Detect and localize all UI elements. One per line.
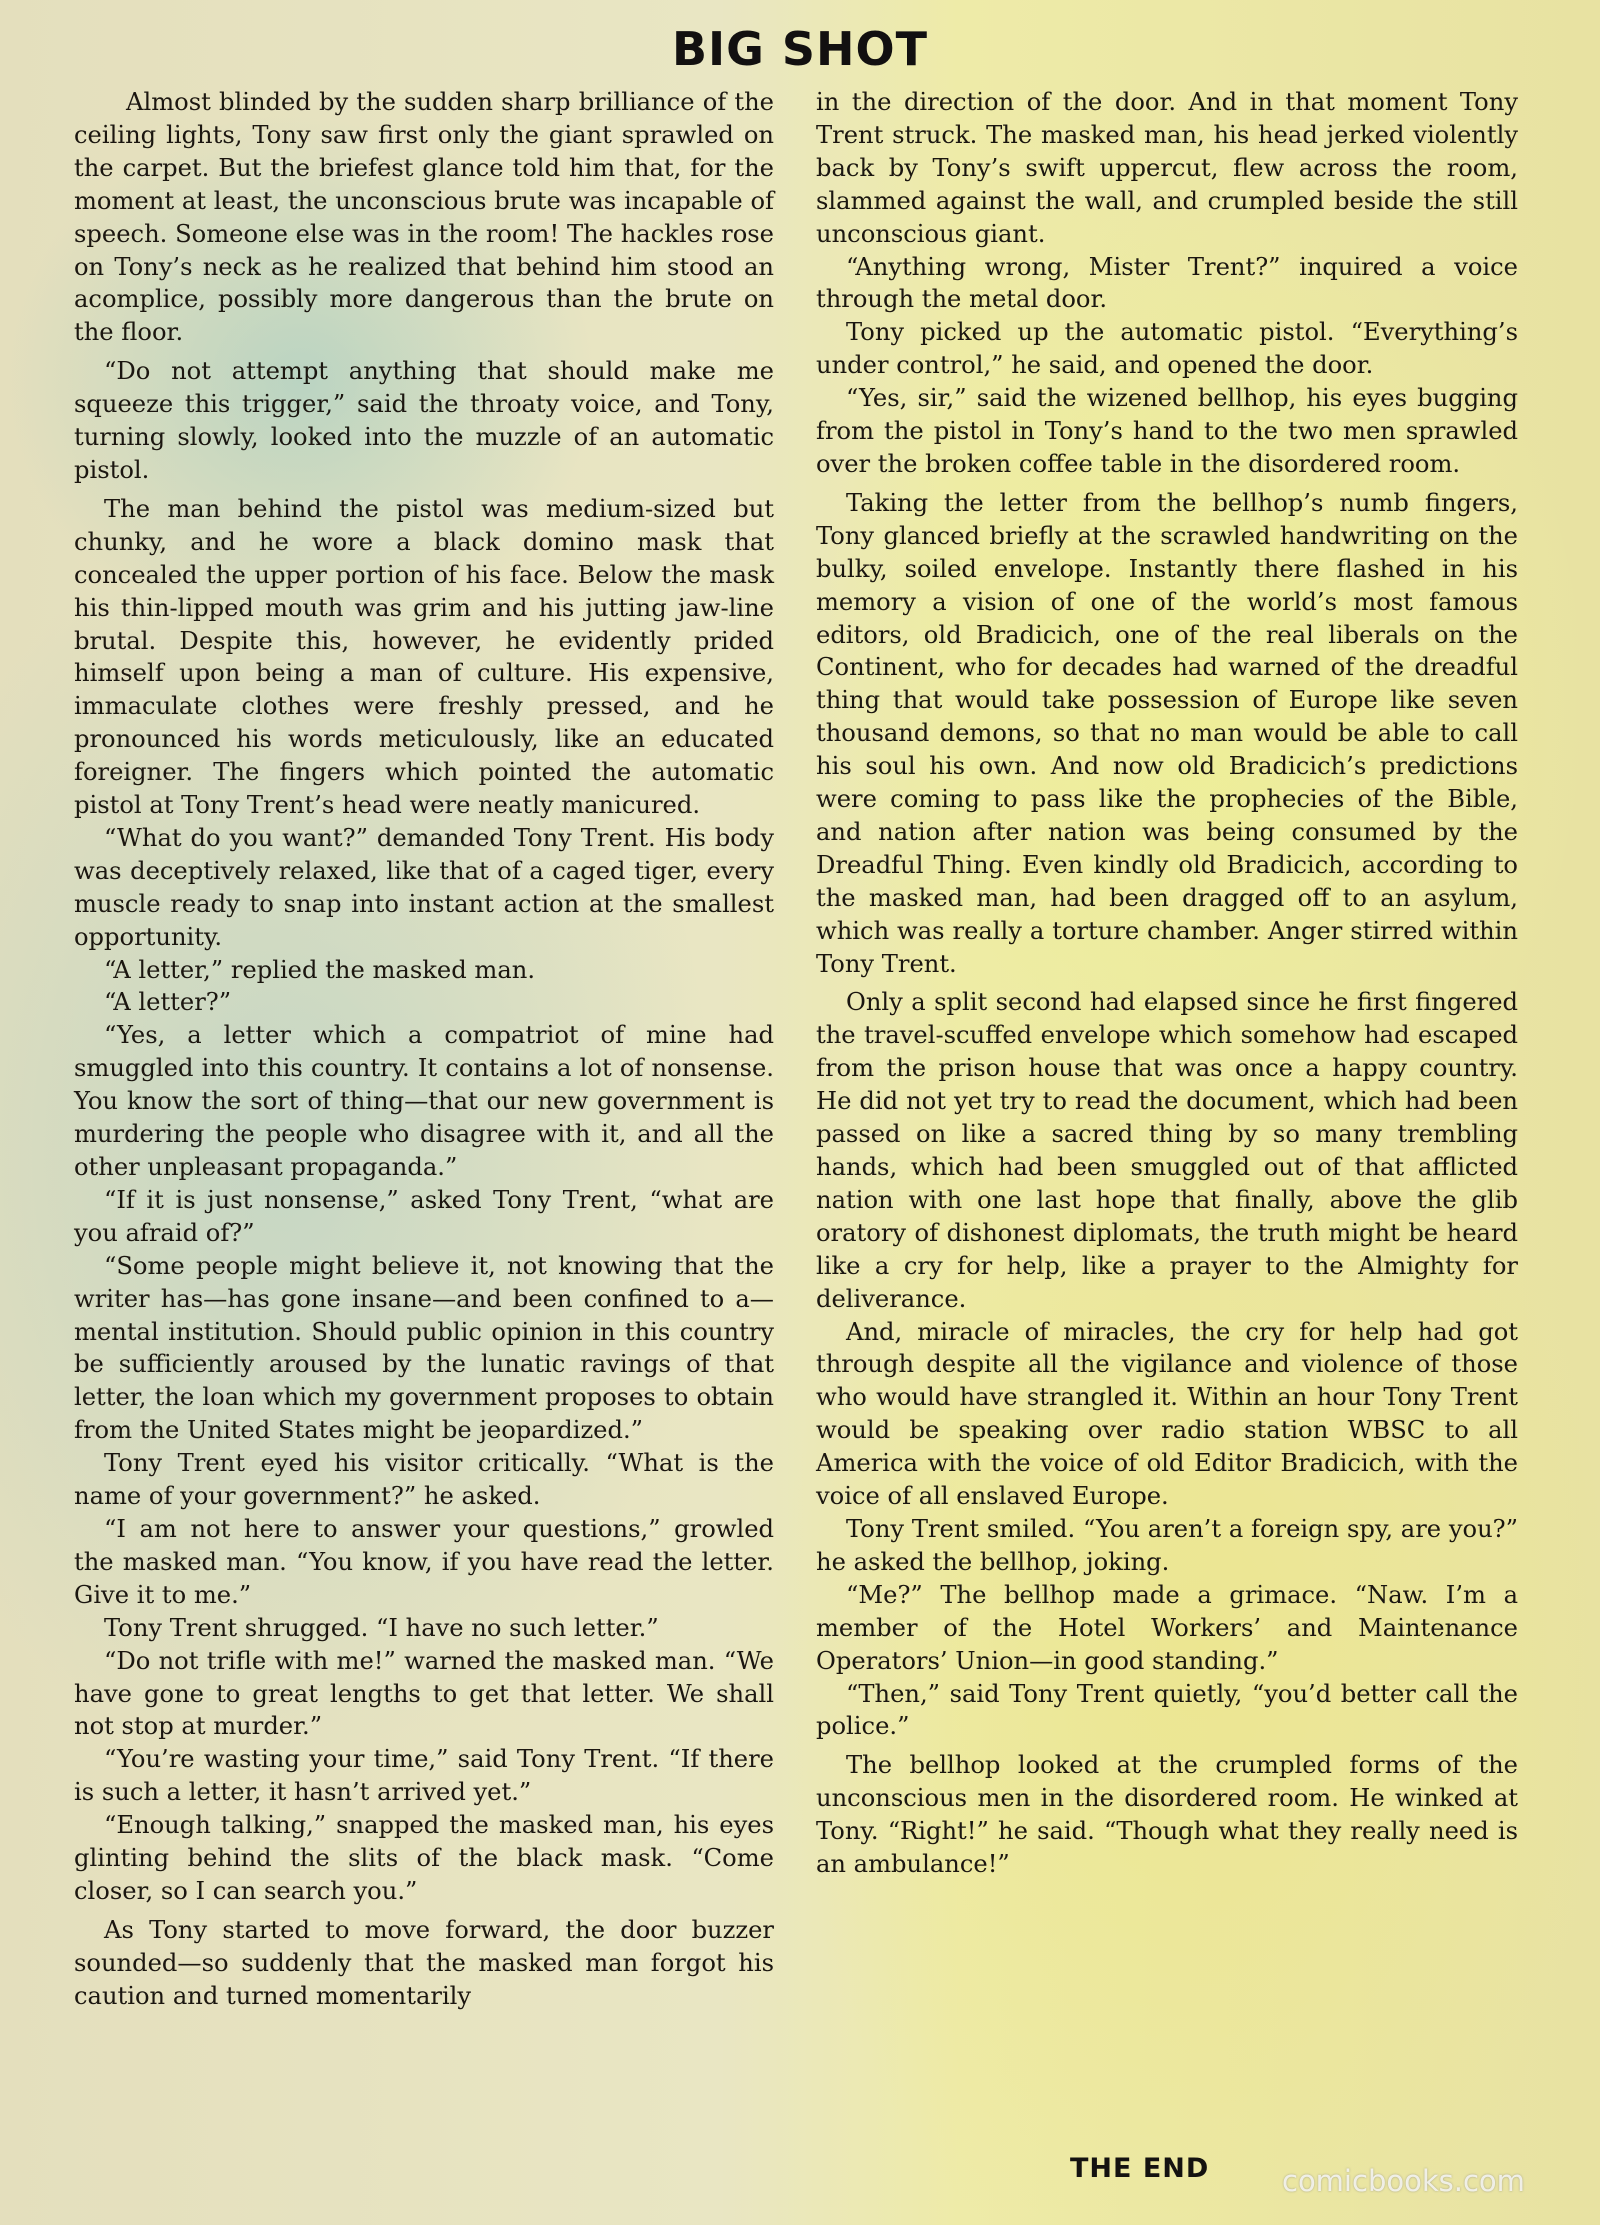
paragraph: “You’re wasting your time,” said Tony Trent. “If there is such a letter, it hasn’t arrived yet.”: [74, 1745, 774, 1807]
paragraph: in the direction of the door. And in that moment Tony Trent struck. The masked man, his head jerked violently back by Tony’s swift uppercut, flew across the room, slammed against the wall, and crumpled beside the still unconscious giant.: [816, 88, 1518, 248]
paragraph: “Yes, sir,” said the wizened bellhop, his eyes bugging from the pistol in Tony’s hand to the two men sprawled over the broken coffee table in the disordered room.: [816, 384, 1518, 478]
left-text-column: [74, 86, 774, 2013]
page-title: BIG SHOT: [671, 22, 929, 76]
paragraph: The bellhop looked at the crumpled forms of the unconscious men in the disordered room. He winked at Tony. “Right!” he said. “Though what they really need is an ambulance!”: [816, 1751, 1518, 1879]
the-end-label: THE END: [1070, 2153, 1210, 2184]
paragraph: Tony Trent eyed his visitor critically. “What is the name of your government?” he asked.: [74, 1449, 774, 1511]
watermark: comicbooks.com: [1282, 2164, 1525, 2198]
paragraph: The man behind the pistol was medium-sized but chunky, and he wore a black domino mask that concealed the upper portion of his face. Below the mask his thin-lipped mouth was grim and his jutting jaw-line brutal. Despite this, however, he evidently prided himself upon being a man of culture. His expensive, immaculate clothes were freshly pressed, and he pronounced his words meticulously, like an educated foreigner. The fingers which pointed the automatic pistol at Tony Trent’s head were neatly manicured.: [74, 494, 774, 820]
paragraph: “I am not here to answer your questions,” growled the masked man. “You know, if you have read the letter. Give it to me.”: [74, 1514, 774, 1609]
paragraph: Tony Trent shrugged. “I have no such letter.”: [104, 1613, 659, 1642]
paragraph: Only a split second had elapsed since he first fingered the travel-scuffed envelope which somehow had escaped from the prison house that was once a happy country. He did not yet try to read the document, which had been passed on like a sacred thing by so many trembling hands, which had been smuggled out of that afflicted nation with one last hope that finally, above the glib oratory of dishonest diplomats, the truth might be heard like a cry for help, like a prayer to the Almighty for deliverance.: [816, 988, 1518, 1313]
paragraph: Taking the letter from the bellhop’s numb fingers, Tony glanced briefly at the scrawled handwriting on the bulky, soiled envelope. Instantly there flashed in his memory a vision of one of the world’s most famous editors, old Bradicich, one of the real liberals on the Continent, who for decades had warned of the dreadful thing that would take possession of Europe like seven thousand demons, so that no man would be able to call his soul his own. And now old Bradicich’s predictions were coming to pass like the prophecies of the Bible, and nation after nation was being consumed by the Dreadful Thing. Even kindly old Bradicich, according to the masked man, had been dragged off to an asylum, which was really a torture chamber. Anger stirred within Tony Trent.: [816, 488, 1518, 978]
paragraph: Almost blinded by the sudden sharp brilliance of the ceiling lights, Tony saw first only the giant sprawled on the carpet. But the briefest glance told him that, for the moment at least, the unconscious brute was incapable of speech. Someone else was in the room! The hackles rose on Tony’s neck as he realized that behind him stood an acomplice, possibly more dangerous than the brute on the floor.: [74, 88, 774, 347]
paragraph: “Some people might believe it, not knowing that the writer has—has gone insane—and been confined to a—mental institution. Should public opinion in this country be sufficiently aroused by the lunatic ravings of that letter, the loan which my government proposes to obtain from the United States might be jeopardized.”: [74, 1251, 774, 1445]
paragraph: “Then,” said Tony Trent quietly, “you’d better call the police.”: [816, 1679, 1518, 1741]
paragraph: “Do not attempt anything that should make me squeeze this trigger,” said the throaty voice, and Tony, turning slowly, looked into the muzzle of an automatic pistol.: [74, 357, 774, 484]
paragraph: And, miracle of miracles, the cry for help had got through despite all the vigilance and violence of those who would have strangled it. Within an hour Tony Trent would be speaking over radio station WBSC to all America with the voice of old Editor Bradicich, with the voice of all enslaved Europe.: [816, 1317, 1518, 1511]
paragraph: Tony picked up the automatic pistol. “Everything’s under control,” he said, and opened the door.: [816, 318, 1518, 380]
paragraph: “Yes, a letter which a compatriot of mine had smuggled into this country. It contains a lot of nonsense. You know the sort of thing—that our new government is murdering the people who disagree with it, and all the other unpleasant propaganda.”: [74, 1021, 774, 1181]
paragraph: “What do you want?” demanded Tony Trent. His body was deceptively relaxed, like that of a caged tiger, every muscle ready to snap into instant action at the smallest opportunity.: [74, 823, 774, 951]
right-text-column: [816, 86, 1518, 1881]
paragraph: “If it is just nonsense,” asked Tony Trent, “what are you afraid of?”: [74, 1185, 774, 1247]
paragraph: “Enough talking,” snapped the masked man, his eyes glinting behind the slits of the black mask. “Come closer, so I can search you.”: [74, 1811, 774, 1905]
paragraph: Tony Trent smiled. “You aren’t a foreign spy, are you?” he asked the bellhop, joking.: [816, 1514, 1518, 1576]
paragraph: “Do not trifle with me!” warned the masked man. “We have gone to great lengths to get that letter. We shall not stop at murder.”: [74, 1646, 774, 1741]
paragraph: “A letter?”: [104, 988, 232, 1017]
paragraph: “Anything wrong, Mister Trent?” inquired a voice through the metal door.: [816, 252, 1518, 314]
paragraph: “A letter,” replied the masked man.: [104, 955, 536, 984]
paragraph: As Tony started to move forward, the door buzzer sounded—so suddenly that the masked man forgot his caution and turned momentarily: [74, 1915, 774, 2010]
paragraph: “Me?” The bellhop made a grimace. “Naw. I’m a member of the Hotel Workers’ and Maintenance Operators’ Union—in good standing.”: [816, 1580, 1518, 1675]
